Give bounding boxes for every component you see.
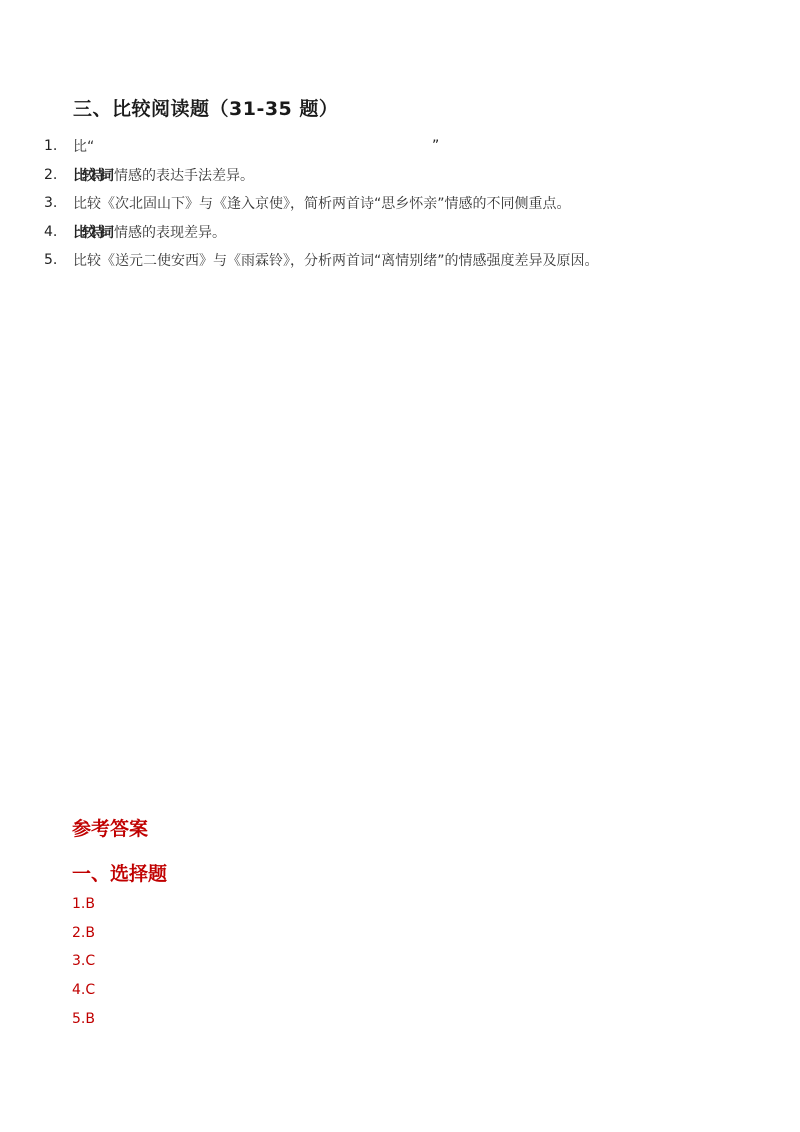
question-number: 1.: [44, 138, 58, 155]
answer-item: 4.C: [72, 982, 96, 999]
answer-heading: 参考答案: [72, 818, 149, 840]
question-text: 情感的表达手法差异。: [114, 167, 254, 184]
answer-list: [72, 893, 95, 1036]
question-overlapped-text: 比较诗词: [73, 224, 109, 241]
answer-item: 3.C: [72, 953, 96, 970]
question-text: 比较《送元二使安西》与《雨霖铃》，分析两首词“离情别绪”的情感强度差异及原因。: [73, 253, 599, 270]
question-text: 比较《次北固山下》与《逢入京使》，简析两首诗“思乡怀亲”情感的不同侧重点。: [73, 196, 571, 213]
answer-subheading: 一、选择题: [72, 863, 168, 885]
question-number: 4.: [44, 223, 58, 240]
question-text: 比“: [73, 139, 95, 156]
question-item: [44, 132, 764, 161]
question-item: [44, 218, 764, 247]
answer-item: 1.B: [72, 896, 95, 912]
question-number: 5.: [44, 252, 58, 269]
question-number: 3.: [44, 195, 58, 212]
question-quote-end: ”: [432, 138, 440, 155]
answer-item: 5.B: [72, 1010, 95, 1027]
question-item: [44, 246, 764, 275]
question-item: [44, 161, 764, 190]
question-item: [44, 189, 764, 218]
question-list: [44, 132, 764, 275]
section-title: 三、比较阅读题（31-35 题）: [73, 98, 339, 120]
answer-item: 2.B: [72, 924, 95, 941]
question-overlapped-text: 比较诗词: [73, 167, 109, 184]
question-text: 情感的表现差异。: [114, 224, 226, 241]
question-number: 2.: [44, 166, 58, 183]
